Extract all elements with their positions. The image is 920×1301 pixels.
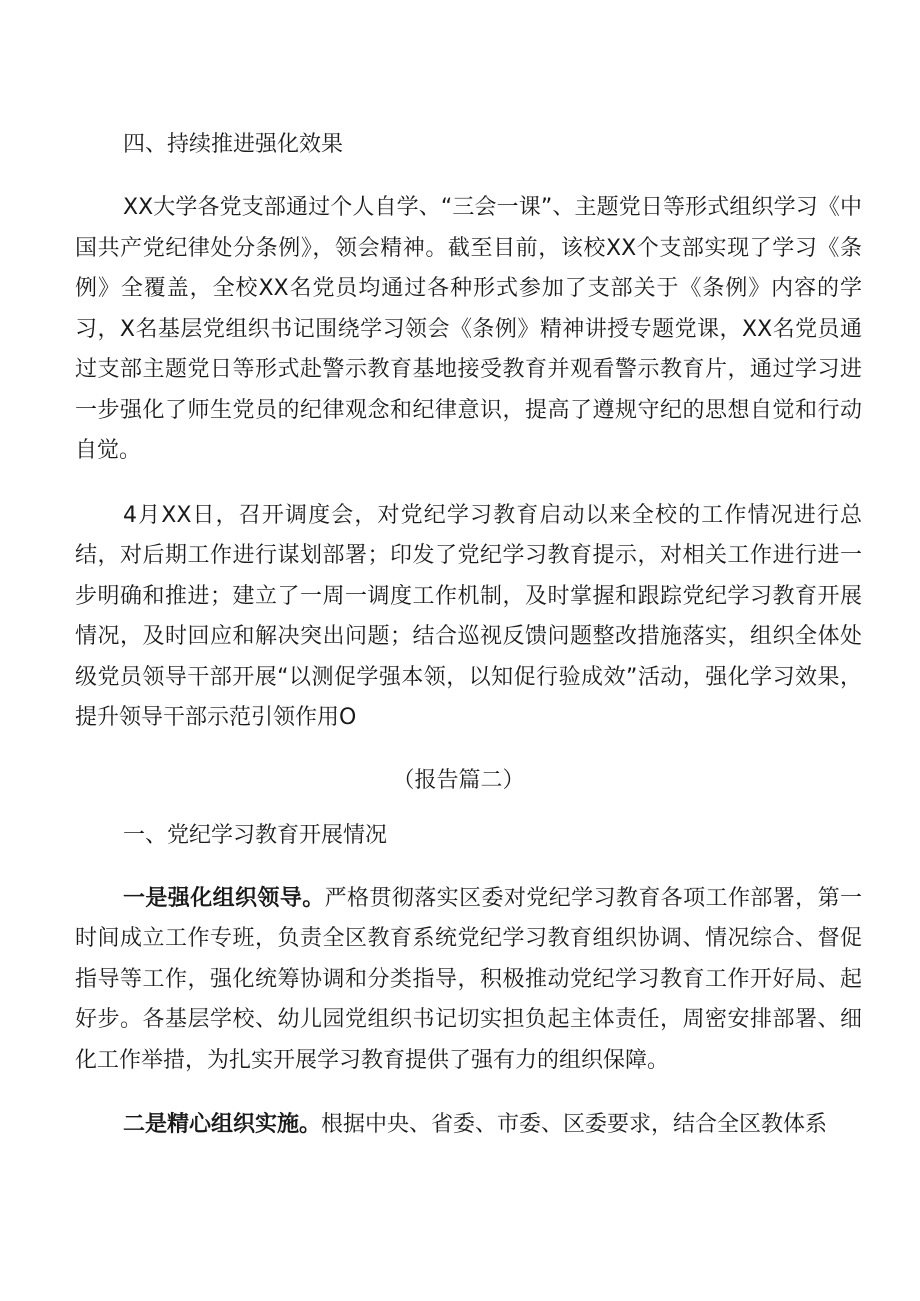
report-two-item-2: [75, 1105, 862, 1146]
item-2-text: 根据中央、省委、市委、区委要求，结合全区教体系: [321, 1112, 828, 1137]
item-1-lead: 一是强化组织领导。: [123, 885, 325, 911]
section-four-paragraph-1: XX大学各党支部通过个人自学、“三会一课”、主题党日等形式组织学习《中国共产党纪律处分条例》，领会精神。截至目前，该校XX个支部实现了学习《条例》全覆盖，全校XX名党员均通过各种形式参加了支部关于《条例》内容的学习，X名基层党组织书记围绕学习领会《条例》精神讲授专题党课，XX名党员通过支部主题党日等形式赴警示教育基地接受教育并观看警示教育片，通过学习进一步强化了师生党员的纪律观念和纪律意识，提高了遵规守纪的思想自觉和行动自觉。: [75, 195, 862, 463]
report-two-item-1: [75, 879, 862, 1082]
report-two-heading: 一、党纪学习教育开展情况: [123, 822, 388, 848]
report-two-title: （报告篇二）: [392, 767, 525, 793]
section-four-heading: 四、持续推进强化效果: [123, 132, 344, 157]
item-1-text: 严格贯彻落实区委对党纪学习教育各项工作部署，第一时间成立工作专班，负责全区教育系统党纪学习教育组织协调、情况综合、督促指导等工作，强化统筹协调和分类指导，积极推动党纪学习教育工作开好局、起好步。各基层学校、幼儿园党组织书记切实担负起主体责任，周密安排部署、细化工作举措，为扎实开展学习教育提供了强有力的组织保障。: [75, 885, 862, 1073]
section-four-paragraph-2: 4月XX日，召开调度会，对党纪学习教育启动以来全校的工作情况进行总结，对后期工作进行谋划部署；印发了党纪学习教育提示，对相关工作进行进一步明确和推进；建立了一周一调度工作机制，及时掌握和跟踪党纪学习教育开展情况，及时回应和解决突出问题；结合巡视反馈问题整改措施落实，组织全体处级党员领导干部开展“以测促学强本领，以知促行验成效”活动，强化学习效果，提升领导干部示范引领作用O: [75, 502, 862, 730]
item-2-lead: 二是精心组织实施。: [123, 1112, 322, 1137]
